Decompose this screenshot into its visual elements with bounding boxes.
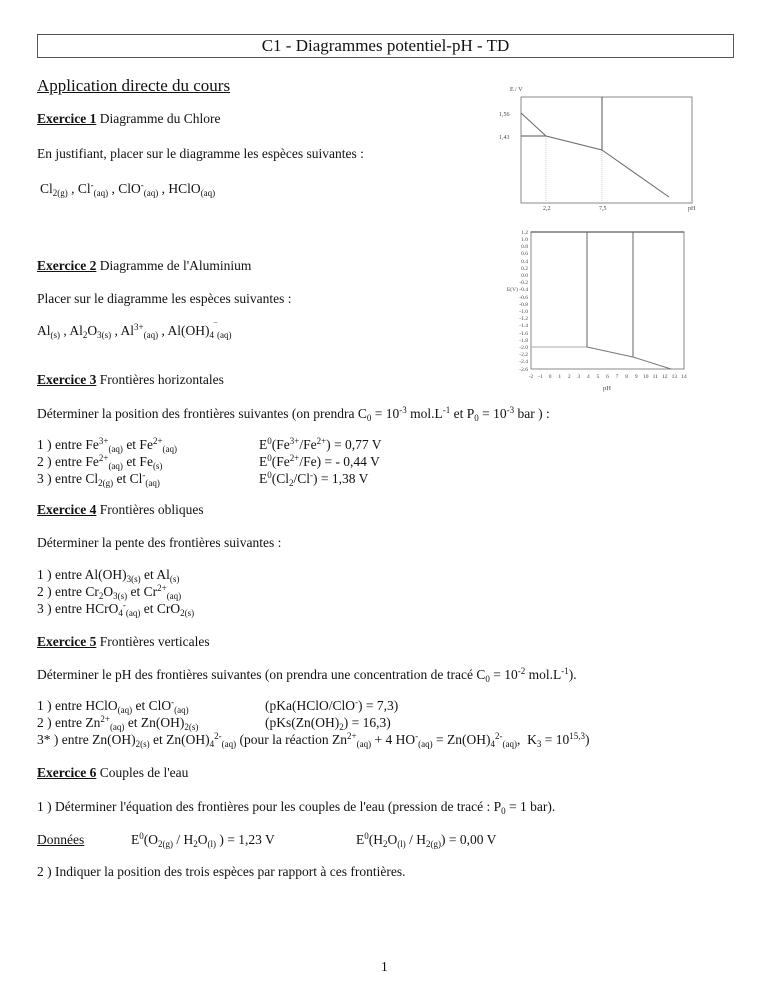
ex3-item-2: 2 ) entre $Fe^{2+}_{(aq)}$ et $Fe_{(s)}$: [37, 453, 163, 471]
aluminium-diagram: [470, 225, 700, 395]
exercice-label: Exercice 1: [37, 111, 97, 126]
svg-text:4: 4: [587, 374, 590, 380]
xtick-7-5: 7,5: [599, 206, 607, 212]
exercice-label: Exercice 3: [37, 372, 97, 387]
exercice-1-heading: [37, 111, 220, 127]
svg-text:-0.2: -0.2: [519, 280, 528, 286]
ex5-item-1: 1 ) entre HClO$_{(aq)}$ et ClO-$_{(aq)}$: [37, 697, 189, 715]
exercice-label: Exercice 2: [37, 258, 97, 273]
ex4-item-1: 1 ) entre $Al(OH)_{3(s)}$ et $Al_{(s)}$: [37, 567, 180, 584]
ex4-item-3: 3 ) entre HCrO$_4$-$_{(aq)}$ et CrO$_{2(s)}$: [37, 600, 195, 618]
exercice-1-species: $Cl_{2(g)}$ , $Cl^-_{(aq)}$ , ClO-$_{(aq)}$ , HClO$_{(aq)}$: [40, 180, 216, 198]
exercice-title: Couples de l'eau: [99, 765, 189, 780]
ex3-item-3: 3 ) entre $Cl_{2(g)}$ et $Cl^-_{(aq)}$: [37, 470, 160, 488]
exercice-label: Exercice 4: [37, 502, 97, 517]
svg-text:1: 1: [558, 374, 562, 380]
exercice-label: Exercice 5: [37, 634, 97, 649]
ex4-item-2: 2 ) entre $Cr_2O_{3(s)}$ et $Cr^{2+}_{(aq)}$: [37, 583, 182, 601]
donnee-2: $E^0(H_2O_{(l)} / H_{2(g)}) = 0,00$ V: [356, 831, 497, 849]
svg-text:0.0: 0.0: [521, 273, 528, 279]
exercice-5-heading: [37, 634, 210, 650]
svg-text:0.8: 0.8: [521, 244, 528, 250]
svg-text:-1.0: -1.0: [519, 309, 528, 315]
exercice-title: Diagramme du Chlore: [99, 111, 221, 126]
section-title: Application directe du cours: [37, 76, 231, 95]
svg-text:2: 2: [567, 374, 571, 380]
svg-text:-2.4: -2.4: [519, 359, 528, 365]
svg-text:-0.6: -0.6: [519, 295, 528, 301]
ex3-item-1: 1 ) entre $Fe^{3+}_{(aq)}$ et $Fe^{2+}_{(aq)}$: [37, 436, 178, 454]
exercice-1-instruction: En justifiant, placer sur le diagramme les espèces suivantes :: [37, 146, 364, 161]
svg-text:11: 11: [652, 374, 658, 380]
svg-text:-1: -1: [538, 374, 543, 380]
svg-text:8: 8: [625, 374, 628, 380]
svg-text:-2.6: -2.6: [519, 367, 528, 373]
donnee-1: $E^0(O_{2(g)} / H_2O_{(l)}$ ) = 1,23 V: [131, 831, 275, 849]
exercice-title: Frontières horizontales: [99, 372, 224, 387]
ex3-data-2: $E^0(Fe^{2+}/Fe)$ = - 0,44 V: [259, 453, 380, 469]
exercice-3-heading: [37, 372, 224, 388]
svg-text:5: 5: [596, 374, 600, 380]
ex6-question-1: 1 ) Déterminer l'équation des frontières pour les couples de l'eau (pression de tracé : $P_0 = 1$ bar).: [37, 799, 556, 816]
svg-text:1.0: 1.0: [521, 237, 528, 243]
ex5-item-2: 2 ) entre $Zn^{2+}_{(aq)}$ et $Zn(OH)_{2(s)}$: [37, 714, 199, 732]
exercice-4-instruction: Déterminer la pente des frontières suivantes :: [37, 535, 282, 550]
page-title: C1 - Diagrammes potentiel-pH - TD: [37, 34, 734, 58]
svg-text:-1.6: -1.6: [519, 331, 528, 337]
ex5-data-1: (pKa(HClO/ClO-) = 7,3): [265, 697, 399, 713]
ex5-item-3: 3* ) entre $Zn(OH)_{2(s)}$ et $Zn(OH)_4^{2-}_{(aq)}$ (pour la réaction $Zn^{2+}_{(aq)} + 4$ $HO^-_{(aq)} = Zn(OH)_4^{2-}_{(aq)}$, $K_3 = 10^{15,3}$): [37, 731, 590, 749]
svg-text:0.6: 0.6: [521, 251, 528, 257]
exercice-label: Exercice 6: [37, 765, 97, 780]
svg-text:12: 12: [662, 374, 668, 380]
exercice-2-instruction: Placer sur le diagramme les espèces suivantes :: [37, 291, 292, 306]
svg-text:14: 14: [681, 374, 687, 380]
exercice-4-heading: [37, 502, 204, 518]
xtick-2-2: 2,2: [543, 206, 551, 212]
svg-text:E(V) -0.4: E(V) -0.4: [506, 287, 528, 293]
svg-text:0.2: 0.2: [521, 266, 528, 272]
ex6-question-2: 2 ) Indiquer la position des trois espèces par rapport à ces frontières.: [37, 864, 406, 879]
svg-text:9: 9: [634, 374, 638, 380]
ex3-data-3: $E^0(Cl_2/Cl^-) = 1,38$ V: [259, 470, 369, 488]
svg-text:-1.4: -1.4: [519, 323, 528, 329]
svg-text:0.4: 0.4: [521, 259, 528, 265]
svg-text:-2.2: -2.2: [519, 352, 528, 358]
exercice-2-species: $Al_{(s)}$ , $Al_2O_{3(s)}$ , $Al^{3+}_{(aq)}$ , $Al(OH)_4^‾_{(aq)}$: [37, 322, 232, 340]
ytick-1-43: 1,43: [499, 135, 510, 141]
svg-text:13: 13: [671, 374, 678, 380]
svg-text:6: 6: [606, 374, 609, 380]
exercice-6-heading: [37, 765, 188, 781]
svg-text:-2: -2: [528, 374, 534, 380]
svg-text:10: 10: [642, 374, 649, 380]
ex3-data-1: $E^0(Fe^{3+}/Fe^{2+}) = 0,77$ V: [259, 436, 382, 452]
chlore-diagram: [470, 80, 710, 220]
svg-text:3: 3: [577, 374, 581, 380]
svg-text:1.2: 1.2: [521, 230, 528, 236]
ex5-data-2: $(pKs(Zn(OH)_2) = 16,3)$: [265, 715, 391, 732]
svg-text:-1.8: -1.8: [519, 338, 528, 344]
svg-text:0: 0: [548, 374, 552, 380]
exercice-2-heading: [37, 258, 251, 274]
svg-text:7: 7: [615, 374, 619, 380]
svg-text:-2.0: -2.0: [519, 345, 528, 351]
exercice-3-instruction: Déterminer la position des frontières suivantes (on prendra $C_0 = 10^{-3}$ $mol.L^{-1}$ et $P_0 = 10^{-3}$ bar ) :: [37, 405, 550, 423]
donnees-label: Données: [37, 832, 85, 847]
exercice-title: Frontières obliques: [99, 502, 204, 517]
svg-text:-1.2: -1.2: [519, 316, 528, 322]
svg-text:pH: pH: [603, 385, 611, 392]
exercice-title: Diagramme de l'Aluminium: [99, 258, 252, 273]
ytick-1-56: 1,56: [499, 112, 510, 118]
exercice-title: Frontières verticales: [99, 634, 210, 649]
page-number: 1: [381, 959, 388, 974]
svg-text:-0.8: -0.8: [519, 302, 528, 308]
exercice-5-instruction: Déterminer le pH des frontières suivantes (on prendra une concentration de tracé $C_0 = 10^{-2}$ $mol.L^{-1}$).: [37, 666, 577, 684]
x-axis-label: pH: [688, 206, 696, 212]
y-axis-label: E / V: [510, 87, 523, 93]
